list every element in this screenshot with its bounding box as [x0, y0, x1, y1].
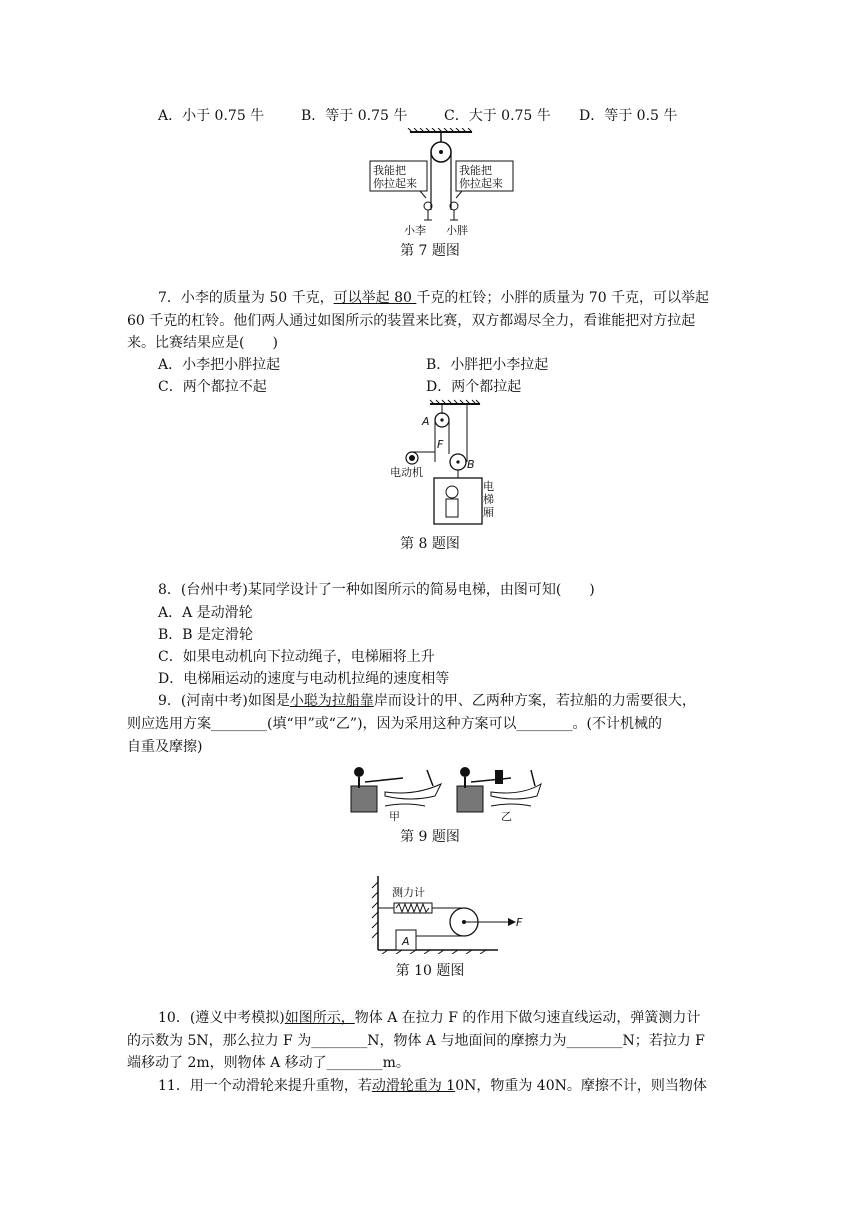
q11-line1: 11．用一个动滑轮来提升重物，若动滑轮重为 10N，物重为 40N。摩擦不计，则当物体 [158, 1078, 707, 1094]
q8-option-a: A．A 是动滑轮 [158, 605, 253, 621]
fig10-label-f: F [516, 916, 523, 929]
fig9-label-yi: 乙 [501, 810, 512, 823]
fig7-bubble-right-line1: 我能把 [459, 164, 492, 177]
fig8-label-car-1: 电 [483, 480, 494, 493]
q7-option-c: C．两个都拉不起 [158, 379, 267, 395]
q6-option-b: B．等于 0.75 牛 [301, 108, 408, 124]
q7-option-b: B．小胖把小李拉起 [426, 357, 549, 373]
figure-9-boat-schemes [345, 760, 545, 826]
fig9-label-jia: 甲 [389, 810, 400, 823]
q9-line2: 则应选用方案________(填“甲”或“乙”)，因为采用这种方案可以________。(不计机械的 [127, 716, 663, 732]
q10-line3: 端移动了 2m，则物体 A 移动了________m。 [127, 1055, 410, 1071]
fig8-label-b: B [467, 458, 475, 471]
q8-stem: 8．(台州中考)某同学设计了一种如图所示的简易电梯，由图可知( ) [158, 582, 595, 598]
fig7-label-xiaopang: 小胖 [446, 224, 468, 237]
figure-7-pulley-tug [360, 128, 530, 238]
q8-option-c: C．如果电动机向下拉动绳子，电梯厢将上升 [158, 649, 435, 665]
figure-8-caption: 第 8 题图 [400, 536, 460, 552]
fig7-bubble-right-line2: 你拉起来 [459, 177, 503, 190]
q9-line1: 9．(河南中考)如图是小聪为拉船靠岸而设计的甲、乙两种方案，若拉船的力需要很大， [158, 693, 696, 709]
figure-10-pulley-meter [368, 872, 528, 954]
q10-line1: 10．(遵义中考模拟)如图所示，物体 A 在拉力 F 的作用下做匀速直线运动，弹簧测力计 [158, 1010, 701, 1026]
figure-10-caption: 第 10 题图 [395, 963, 465, 979]
fig7-bubble-left-line2: 你拉起来 [373, 177, 417, 190]
q8-option-d: D．电梯厢运动的速度与电动机拉绳的速度相等 [158, 671, 450, 687]
fig7-label-xiaoli: 小李 [404, 224, 426, 237]
fig10-label-meter: 测力计 [392, 886, 425, 899]
q7-option-a: A．小李把小胖拉起 [158, 357, 281, 373]
q6-option-a: A．小于 0.75 牛 [158, 108, 265, 124]
fig8-label-car-3: 厢 [483, 506, 494, 519]
q8-option-b: B．B 是定滑轮 [158, 627, 254, 643]
fig8-label-f: F [437, 438, 444, 451]
q6-option-d: D．等于 0.5 牛 [579, 108, 678, 124]
q6-option-c: C．大于 0.75 牛 [444, 108, 551, 124]
figure-9-caption: 第 9 题图 [400, 829, 460, 845]
fig10-label-a: A [402, 935, 410, 948]
fig7-bubble-left-line1: 我能把 [373, 164, 406, 177]
figure-7-caption: 第 7 题图 [400, 243, 460, 259]
fig8-label-car-2: 梯 [483, 493, 494, 506]
q10-line2: 的示数为 5N，那么拉力 F 为________N，物体 A 与地面间的摩擦力为________N；若拉力 F [127, 1033, 705, 1049]
figure-8-elevator [390, 398, 500, 528]
fig8-label-motor: 电动机 [390, 466, 423, 479]
fig8-label-a: A [422, 415, 430, 428]
q7-line1: 7．小李的质量为 50 千克，可以举起 80 千克的杠铃；小胖的质量为 70 千克，可以举起 [158, 290, 710, 306]
q7-line2: 60 千克的杠铃。他们两人通过如图所示的装置来比赛，双方都竭尽全力，看谁能把对方拉起 [127, 313, 696, 329]
q9-line3: 自重及摩擦) [127, 739, 203, 755]
q7-line3: 来。比赛结果应是( ) [127, 335, 278, 351]
q7-option-d: D．两个都拉起 [426, 379, 522, 395]
